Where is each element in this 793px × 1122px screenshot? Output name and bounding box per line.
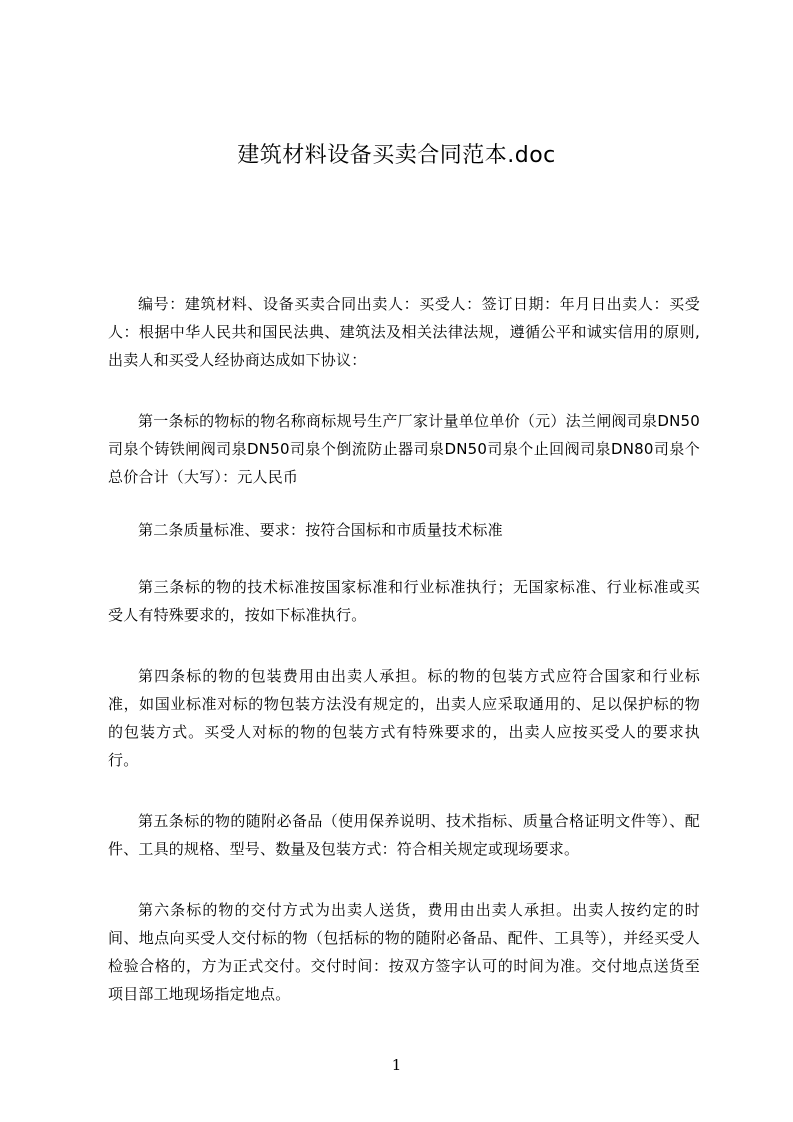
paragraph-preamble: 编号：建筑材料、设备买卖合同出卖人：买受人：签订日期：年月日出卖人：买受人：根据中华人民共和国民法典、建筑法及相关法律法规，遵循公平和诚实信用的原则,出卖人和买受人经协商达成如下协议： — [108, 295, 700, 369]
paragraph-article-1: 第一条标的物标的物名称商标规号生产厂家计量单位单价（元）法兰闸阀司泉DN50司泉个铸铁闸阀司泉DN50司泉个倒流防止器司泉DN50司泉个止回阀司泉DN80司泉个总价合计（大写）：元人民币 — [108, 412, 700, 486]
paragraph-article-5: 第五条标的物的随附必备品（使用保养说明、技术指标、质量合格证明文件等）、配件、工具的规格、型号、数量及包装方式：符合相关规定或现场要求。 — [108, 812, 700, 858]
paragraph-article-4: 第四条标的物的包装费用由出卖人承担。标的物的包装方式应符合国家和行业标准，如国业标准对标的物包装方法没有规定的，出卖人应采取通用的、足以保护标的物的包装方式。买受人对标的物的包装方式有特殊要求的，出卖人应按买受人的要求执行。 — [108, 667, 700, 769]
document-title: 建筑材料设备买卖合同范本.doc — [237, 143, 556, 168]
document-body — [108, 290, 700, 1008]
paragraph-article-3: 第三条标的物的技术标准按国家标准和行业标准执行；无国家标准、行业标准或买受人有特殊要求的，按如下标准执行。 — [108, 578, 700, 624]
paragraph-article-6: 第六条标的物的交付方式为出卖人送货，费用由出卖人承担。出卖人按约定的时间、地点向买受人交付标的物（包括标的物的随附必备品、配件、工具等），并经买受人检验合格的，方为正式交付。交付时间：按双方签字认可的时间为准。交付地点送货至项目部工地现场指定地点。 — [108, 901, 700, 1003]
page-number: 1 — [391, 1056, 402, 1074]
paragraph-article-2: 第二条质量标准、要求：按符合国标和市质量技术标准 — [138, 521, 503, 539]
